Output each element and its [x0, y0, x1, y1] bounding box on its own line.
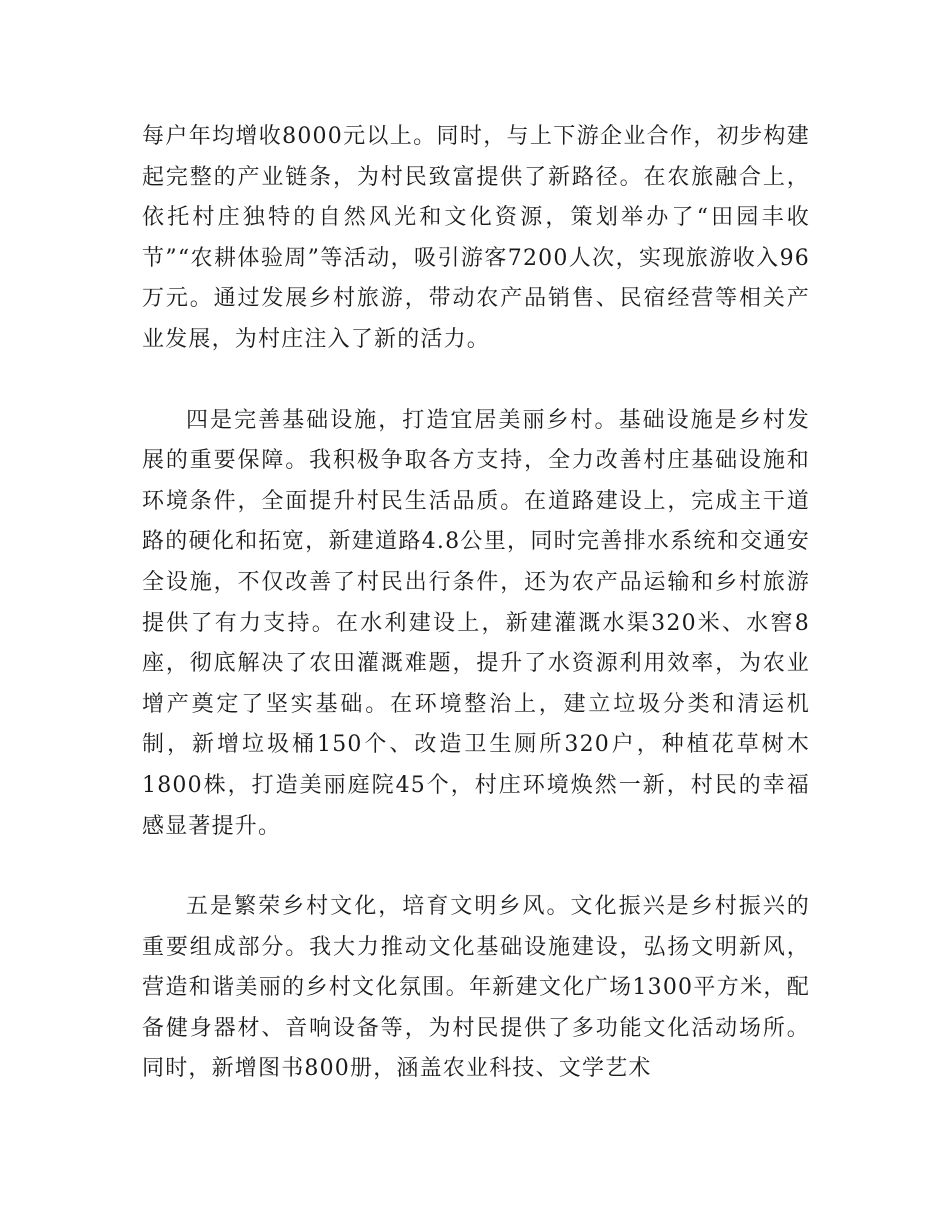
paragraph-section-five: 五是繁荣乡村文化，培育文明乡风。文化振兴是乡村振兴的重要组成部分。我大力推动文化基础设施建设，弘扬文明新风，营造和谐美丽的乡村文化氛围。年新建文化广场1300平方米，配备健身器材、音响设备等，为村民提供了多功能文化活动场所。同时，新增图书800册，涵盖农业科技、文学艺术: [142, 894, 810, 1082]
paragraph-section-four: 四是完善基础设施，打造宜居美丽乡村。基础设施是乡村发展的重要保障。我积极争取各方支持，全力改善村庄基础设施和环境条件，全面提升村民生活品质。在道路建设上，完成主干道路的硬化和拓宽，新建道路4.8公里，同时完善排水系统和交通安全设施，不仅改善了村民出行条件，还为农产品运输和乡村旅游提供了有力支持。在水利建设上，新建灌溉水渠320米、水窖8座，彻底解决了农田灌溉难题，提升了水资源利用效率，为农业增产奠定了坚实基础。在环境整治上，建立垃圾分类和清运机制，新增垃圾桶150个、改造卫生厕所320户，种植花草树木1800株，打造美丽庭院45个，村庄环境焕然一新，村民的幸福感显著提升。: [142, 407, 810, 839]
document-body: [142, 117, 810, 1090]
paragraph-continuation: 每户年均增收8000元以上。同时，与上下游企业合作，初步构建起完整的产业链条，为村民致富提供了新路径。在农旅融合上，依托村庄独特的自然风光和文化资源，策划举办了“田园丰收节”“农耕体验周”等活动，吸引游客7200人次，实现旅游收入96万元。通过发展乡村旅游，带动农产品销售、民宿经营等相关产业发展，为村庄注入了新的活力。: [142, 124, 810, 352]
paragraph-gap: [142, 847, 810, 887]
paragraph-gap: [142, 361, 810, 401]
